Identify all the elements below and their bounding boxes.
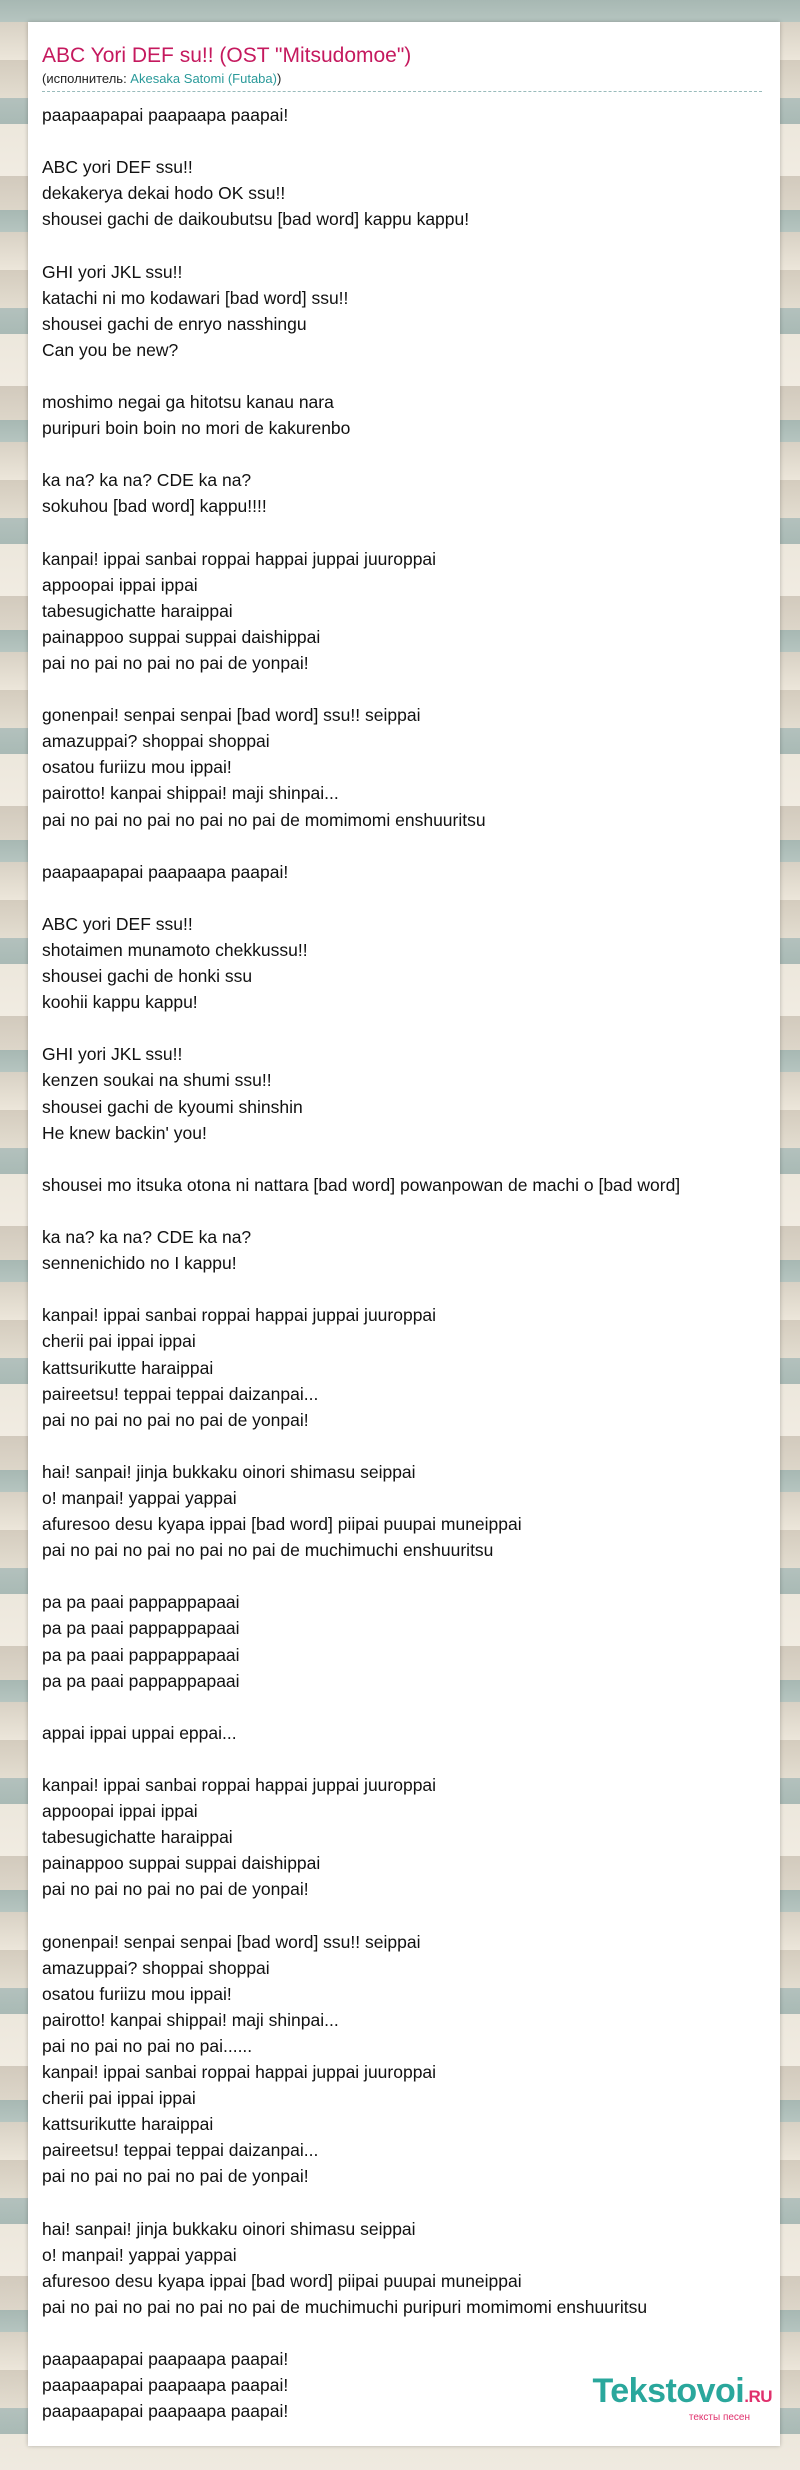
- lyric-line: ABC yori DEF ssu!!: [42, 157, 193, 178]
- lyric-line: shousei mo itsuka otona ni nattara [bad word] powanpowan de machi o [bad word]: [42, 1174, 681, 1195]
- stanza-break: [42, 1694, 782, 1720]
- lyric-line: appai ippai uppai eppai...: [42, 1722, 237, 1743]
- stanza-break: [42, 1563, 782, 1589]
- lyric-line: koohii kappu kappu!: [42, 992, 198, 1013]
- lyric-line: paapaapapai paapaapa paapai!: [42, 861, 289, 882]
- lyric-line: kanpai! ippai sanbai roppai happai juppai juuroppai: [42, 548, 437, 569]
- lyric-line: dekakerya dekai hodo OK ssu!!: [42, 183, 286, 204]
- lyric-line: ABC yori DEF ssu!!: [42, 913, 193, 934]
- lyric-line: pai no pai no pai no pai no pai de muchimuchi enshuuritsu: [42, 1540, 494, 1561]
- artist-line: [42, 70, 762, 92]
- lyric-line: tabesugichatte haraippai: [42, 600, 233, 621]
- lyric-line: ka na? ka na? CDE ka na?: [42, 470, 252, 491]
- lyric-line: cherii pai ippai ippai: [42, 1331, 196, 1352]
- stanza-break: [42, 520, 782, 546]
- lyric-line: appoopai ippai ippai: [42, 1801, 198, 1822]
- lyric-line: pai no pai no pai no pai......: [42, 2035, 253, 2056]
- lyric-line: shousei gachi de daikoubutsu [bad word] kappu kappu!: [42, 209, 470, 230]
- lyric-line: pa pa paai pappappapaai: [42, 1644, 240, 1665]
- lyric-line: kattsurikutte haraippai: [42, 1357, 214, 1378]
- lyric-line: GHI yori JKL ssu!!: [42, 261, 183, 282]
- lyric-line: paapaapapai paapaapa paapai!: [42, 2349, 289, 2370]
- lyric-line: paapaapapai paapaapa paapai!: [42, 2401, 289, 2422]
- stanza-break: [42, 232, 782, 258]
- lyric-line: amazuppai? shoppai shoppai: [42, 1957, 270, 1978]
- lyric-line: pai no pai no pai no pai no pai de muchimuchi puripuri momimomi enshuuritsu: [42, 2296, 648, 2317]
- lyric-line: o! manpai! yappai yappai: [42, 2244, 237, 2265]
- lyrics-text: [42, 102, 782, 2424]
- stanza-break: [42, 2320, 782, 2346]
- stanza-break: [42, 833, 782, 859]
- stanza-break: [42, 885, 782, 911]
- lyric-line: paapaapapai paapaapa paapai!: [42, 105, 289, 125]
- logo-tagline: тексты песен: [688, 2412, 750, 2423]
- lyric-line: shotaimen munamoto chekkussu!!: [42, 940, 308, 960]
- lyric-line: sokuhou [bad word] kappu!!!!: [42, 496, 267, 517]
- lyric-line: pai no pai no pai no pai de yonpai!: [42, 652, 309, 673]
- lyric-line: shousei gachi de kyoumi shinshin: [42, 1096, 303, 1117]
- lyric-line: amazuppai? shoppai shoppai: [42, 731, 270, 752]
- stanza-break: [42, 1746, 782, 1772]
- lyric-line: puripuri boin boin no mori de kakurenbo: [42, 418, 351, 439]
- artist-suffix: ): [276, 71, 282, 86]
- site-logo[interactable]: [593, 2372, 772, 2423]
- stanza-break: [42, 363, 782, 389]
- lyric-line: paireetsu! teppai teppai daizanpai...: [42, 1383, 319, 1404]
- lyric-line: pai no pai no pai no pai de yonpai!: [42, 2166, 309, 2187]
- lyric-line: tabesugichatte haraippai: [42, 1827, 233, 1848]
- song-title: ABC Yori DEF su!! (OST "Mitsudomoe"): [42, 44, 412, 67]
- lyric-line: He knew backin' you!: [42, 1122, 207, 1143]
- logo-name: Tekstovoi: [592, 2372, 745, 2410]
- lyric-line: Can you be new?: [42, 339, 179, 360]
- lyric-line: shousei gachi de enryo nasshingu: [42, 313, 307, 334]
- lyric-line: gonenpai! senpai senpai [bad word] ssu!! seippai: [42, 705, 421, 726]
- stanza-break: [42, 441, 782, 467]
- lyric-line: afuresoo desu kyapa ippai [bad word] piipai puupai muneippai: [42, 1514, 522, 1535]
- lyric-line: kattsurikutte haraippai: [42, 2114, 214, 2135]
- stanza-break: [42, 1276, 782, 1302]
- lyric-line: pa pa paai pappappapaai: [42, 1592, 240, 1613]
- stanza-break: [42, 1433, 782, 1459]
- lyric-line: kanpai! ippai sanbai roppai happai juppai juuroppai: [42, 1305, 437, 1326]
- lyric-line: kanpai! ippai sanbai roppai happai juppai juuroppai: [42, 1775, 437, 1795]
- lyric-line: hai! sanpai! jinja bukkaku oinori shimasu seippai: [42, 1461, 416, 1482]
- lyric-line: hai! sanpai! jinja bukkaku oinori shimasu seippai: [42, 2218, 416, 2239]
- lyric-line: appoopai ippai ippai: [42, 574, 198, 595]
- lyric-line: pairotto! kanpai shippai! maji shinpai...: [42, 2009, 339, 2030]
- lyric-line: moshimo negai ga hitotsu kanau nara: [42, 392, 334, 413]
- stanza-break: [42, 1198, 782, 1224]
- lyric-line: pai no pai no pai no pai de yonpai!: [42, 1879, 309, 1900]
- lyric-line: GHI yori JKL ssu!!: [42, 1044, 183, 1065]
- lyric-line: pai no pai no pai no pai de yonpai!: [42, 1409, 309, 1430]
- lyric-line: paireetsu! teppai teppai daizanpai...: [42, 2140, 319, 2161]
- stanza-break: [42, 2190, 782, 2216]
- lyric-line: pairotto! kanpai shippai! maji shinpai...: [42, 783, 339, 804]
- lyric-line: osatou furiizu mou ippai!: [42, 1983, 232, 2004]
- artist-prefix: (исполнитель:: [42, 71, 131, 86]
- lyric-line: ka na? ka na? CDE ka na?: [42, 1227, 252, 1248]
- lyric-line: osatou furiizu mou ippai!: [42, 757, 232, 778]
- lyric-line: painappoo suppai suppai daishippai: [42, 626, 321, 647]
- artist-link[interactable]: Akesaka Satomi (Futaba): [130, 71, 277, 86]
- lyrics-page: [28, 22, 780, 2446]
- logo-tld: .RU: [744, 2387, 772, 2406]
- lyric-line: katachi ni mo kodawari [bad word] ssu!!: [42, 287, 349, 308]
- lyric-line: kenzen soukai na shumi ssu!!: [42, 1070, 272, 1091]
- lyric-line: sennenichido no I kappu!: [42, 1253, 237, 1274]
- lyric-line: pa pa paai pappappapaai: [42, 1618, 240, 1639]
- lyric-line: shousei gachi de honki ssu: [42, 966, 253, 987]
- lyric-line: gonenpai! senpai senpai [bad word] ssu!! seippai: [42, 1931, 421, 1952]
- lyric-line: painappoo suppai suppai daishippai: [42, 1853, 321, 1874]
- stanza-break: [42, 128, 782, 154]
- logo-text: [593, 2372, 772, 2416]
- stanza-break: [42, 676, 782, 702]
- song-header: [42, 42, 762, 92]
- lyric-line: cherii pai ippai ippai: [42, 2088, 196, 2109]
- stanza-break: [42, 1146, 782, 1172]
- lyric-line: pai no pai no pai no pai no pai de momimomi enshuuritsu: [42, 809, 486, 830]
- lyric-line: o! manpai! yappai yappai: [42, 1487, 237, 1508]
- lyric-line: paapaapapai paapaapa paapai!: [42, 2375, 289, 2396]
- lyric-line: kanpai! ippai sanbai roppai happai juppai juuroppai: [42, 2062, 437, 2083]
- lyric-line: pa pa paai pappappapaai: [42, 1670, 240, 1691]
- stanza-break: [42, 1015, 782, 1041]
- stanza-break: [42, 1902, 782, 1928]
- lyric-line: afuresoo desu kyapa ippai [bad word] piipai puupai muneippai: [42, 2270, 522, 2291]
